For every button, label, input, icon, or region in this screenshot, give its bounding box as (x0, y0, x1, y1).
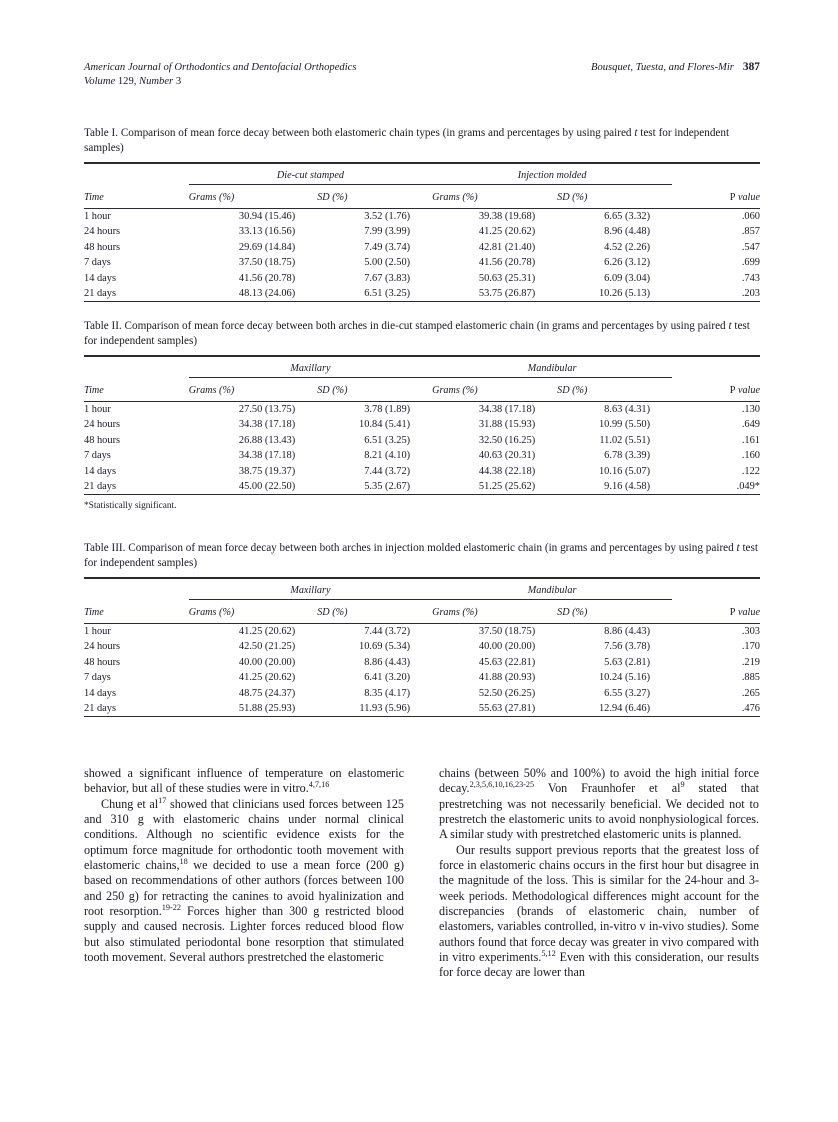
cell-grams-1: 42.50 (21.25) (238, 641, 296, 653)
cell-grams-1: 29.69 (14.84) (238, 241, 296, 253)
table-3-group-2: Mandibular (432, 579, 672, 600)
right-para2-c: Even with this consideration, our results for force decay are lower than (439, 950, 760, 980)
cell-sd-1: 11.93 (5.96) (359, 702, 411, 714)
table-row (84, 670, 760, 685)
cell-pvalue: .265 (741, 687, 760, 699)
table-2-col-sd-2: SD (%) (557, 384, 588, 396)
table-2-group-header-row (84, 357, 760, 378)
cell-sd-1: 8.21 (4.10) (364, 450, 411, 462)
table-3-col-sd-2: SD (%) (557, 606, 588, 618)
cell-grams-2: 31.88 (15.93) (478, 419, 536, 431)
table-2-caption-part1: Comparison of mean force decay between both arches in die-cut stamped elastomeric chain (in grams and percentages by using paired (124, 320, 729, 332)
table-1-col-grams-1: Grams (%) (188, 191, 235, 203)
page-number: 387 (742, 61, 760, 73)
volume-number: 129, (117, 76, 137, 88)
table-3-block (84, 541, 760, 717)
cell-grams-1: 41.25 (20.62) (238, 672, 296, 684)
cell-sd-2: 8.86 (4.43) (604, 626, 651, 637)
cell-time: 14 days (84, 272, 117, 284)
cell-time: 1 hour (84, 211, 111, 222)
table-2-caption-italic: t (728, 320, 732, 332)
table-2-group-2: Mandibular (432, 357, 672, 378)
right-para2-citation-b: 5,12 (541, 949, 556, 959)
table-1-group-1: Die-cut stamped (189, 164, 432, 185)
body-column-left (84, 766, 404, 981)
cell-pvalue: .649 (741, 419, 760, 431)
table-2 (84, 355, 760, 495)
table-2-col-time: Time (84, 384, 104, 396)
table-row (84, 417, 760, 432)
cell-sd-2: 6.65 (3.32) (604, 211, 651, 222)
cell-grams-1: 48.13 (24.06) (238, 287, 296, 299)
table-row (84, 402, 760, 417)
table-3 (84, 577, 760, 717)
cell-time: 21 days (84, 702, 117, 714)
table-1-group-header-row (84, 164, 760, 185)
cell-pvalue: .547 (741, 241, 760, 253)
cell-grams-1: 33.13 (16.56) (238, 226, 296, 238)
table-1-p-roman: P (729, 191, 736, 203)
cell-grams-2: 50.63 (25.31) (478, 272, 536, 284)
cell-time: 14 days (84, 687, 117, 699)
cell-sd-2: 6.09 (3.04) (604, 272, 651, 284)
cell-time: 7 days (84, 450, 111, 462)
table-row (84, 701, 760, 717)
running-head-authors-group (591, 60, 760, 75)
cell-time: 7 days (84, 672, 111, 684)
cell-pvalue: .885 (741, 672, 760, 684)
cell-grams-1: 51.88 (25.93) (238, 702, 296, 714)
issue-number: 3 (175, 76, 182, 88)
table-1-block (84, 126, 760, 302)
cell-sd-2: 5.63 (2.81) (604, 656, 651, 668)
cell-sd-1: 8.86 (4.43) (364, 656, 411, 668)
left-para1-text: showed a significant influence of temperature on elastomeric behavior, but all of these studies were in vitro. (84, 766, 404, 796)
table-2-caption-part2: test for independent samples) (84, 320, 750, 348)
running-head (84, 60, 760, 89)
cell-sd-1: 10.69 (5.34) (359, 641, 411, 653)
cell-grams-1: 34.38 (17.18) (238, 450, 296, 462)
table-3-bottom-rule (84, 717, 760, 718)
left-para2-citation-c: 19-22 (161, 903, 182, 913)
left-paragraph-2 (84, 797, 404, 966)
volume-label: Volume (84, 76, 116, 88)
table-2-block (84, 319, 760, 512)
right-para1-c: stated that prestretching was not necessarily beneficial. We decided not to prestretch the elastomeric units to avoid nonphysiological forces. A similar study with prestretched elastomeric units is planned. (439, 781, 760, 842)
cell-sd-1: 5.35 (2.67) (364, 480, 411, 492)
table-row (84, 255, 760, 270)
cell-grams-2: 41.56 (20.78) (478, 257, 536, 269)
table-row (84, 433, 760, 448)
table-1-label: Table I. (84, 127, 119, 139)
cell-grams-1: 38.75 (19.37) (238, 465, 296, 477)
table-1-caption-italic: t (634, 127, 638, 139)
cell-sd-2: 11.02 (5.51) (599, 434, 651, 446)
cell-time: 21 days (84, 480, 117, 492)
cell-sd-1: 5.00 (2.50) (364, 257, 411, 269)
cell-grams-2: 42.81 (21.40) (478, 241, 536, 253)
table-3-caption (84, 541, 760, 572)
cell-time: 48 hours (84, 241, 121, 253)
table-3-col-sd-1: SD (%) (317, 606, 348, 618)
table-row (84, 655, 760, 670)
table-row (84, 685, 760, 700)
cell-grams-2: 34.38 (17.18) (478, 404, 536, 415)
table-3-group-header-row (84, 579, 760, 600)
table-1-col-grams-2: Grams (%) (432, 191, 478, 203)
cell-pvalue: .476 (741, 702, 760, 714)
table-1-caption (84, 126, 760, 157)
cell-time: 21 days (84, 287, 117, 299)
cell-time: 1 hour (84, 626, 111, 637)
table-1-group-2: Injection molded (432, 164, 672, 185)
left-para2-c: we decided to use a mean force (200 g) based on recommendations of other authors (forces between 100 and 250 g) for retracting the canines to avoid hyalinization and root resorption. (84, 858, 404, 919)
table-1-col-sd-1: SD (%) (317, 191, 348, 203)
table-2-subhead-row (84, 377, 760, 401)
cell-grams-2: 40.00 (20.00) (478, 641, 536, 653)
table-row (84, 224, 760, 239)
table-3-subhead-row (84, 599, 760, 623)
table-1-caption-part1: Comparison of mean force decay between both elastomeric chain types (in grams and percentages by using paired (120, 127, 635, 139)
left-para2-b: showed that clinicians used forces between 125 and 310 g with elastomeric chains under normal clinical conditions. Although no scientific evidence exists for the optimum force magnitude for orthodontic tooth movement with elastomeric chains, (84, 796, 404, 873)
body-text-columns (84, 766, 760, 981)
table-1-bottom-rule (84, 302, 760, 303)
cell-sd-2: 10.24 (5.16) (598, 672, 651, 684)
cell-grams-2: 37.50 (18.75) (478, 626, 536, 637)
left-para1-citation: 4,7,16 (308, 780, 330, 790)
cell-pvalue: .160 (741, 450, 760, 462)
cell-pvalue: .170 (741, 641, 760, 653)
table-3-col-grams-2: Grams (%) (432, 606, 478, 618)
left-para2-citation-b: 18 (179, 857, 188, 867)
table-2-group-1: Maxillary (189, 357, 432, 378)
cell-grams-1: 41.56 (20.78) (238, 272, 296, 284)
cell-grams-1: 30.94 (15.46) (238, 211, 296, 222)
cell-sd-1: 10.84 (5.41) (359, 419, 411, 431)
table-3-col-pvalue (672, 599, 760, 623)
cell-pvalue: .130 (741, 404, 760, 415)
cell-grams-2: 45.63 (22.81) (478, 656, 536, 668)
cell-grams-2: 52.50 (26.25) (478, 687, 536, 699)
left-para2-citation-a: 17 (158, 795, 167, 805)
table-1-caption-part2: test for independent samples) (84, 127, 730, 155)
cell-grams-2: 51.25 (25.62) (478, 480, 536, 492)
cell-grams-2: 55.63 (27.81) (478, 702, 536, 714)
table-1-subhead-row (84, 184, 760, 208)
table-3-p-roman: P (729, 606, 736, 618)
cell-grams-2: 44.38 (22.18) (478, 465, 536, 477)
cell-sd-1: 7.44 (3.72) (364, 626, 411, 637)
cell-time: 1 hour (84, 404, 111, 415)
cell-pvalue: .699 (741, 257, 760, 269)
table-3-col-grams-1: Grams (%) (188, 606, 235, 618)
table-1-col-time: Time (84, 191, 104, 203)
left-para2-a: Chung et al (101, 796, 159, 811)
table-3-p-italic: value (737, 606, 760, 618)
right-paragraph-2 (439, 843, 759, 981)
cell-pvalue: .303 (741, 626, 760, 637)
table-row (84, 270, 760, 285)
table-1-col-sd-2: SD (%) (557, 191, 588, 203)
body-column-right (439, 766, 759, 981)
cell-sd-2: 10.16 (5.07) (598, 465, 651, 477)
cell-grams-2: 32.50 (16.25) (478, 434, 536, 446)
volume-issue-line (84, 75, 760, 89)
cell-grams-2: 39.38 (19.68) (478, 211, 536, 222)
cell-grams-2: 40.63 (20.31) (478, 450, 536, 462)
issue-label: Number (139, 76, 174, 88)
table-3-group-1: Maxillary (189, 579, 432, 600)
cell-pvalue: .122 (741, 465, 760, 477)
cell-sd-1: 3.78 (1.89) (364, 404, 411, 415)
cell-pvalue: .219 (741, 656, 760, 668)
cell-sd-1: 6.51 (3.25) (364, 434, 411, 446)
table-2-col-pvalue (672, 377, 760, 401)
cell-grams-1: 45.00 (22.50) (238, 480, 296, 492)
cell-time: 14 days (84, 465, 117, 477)
table-2-col-grams-2: Grams (%) (432, 384, 478, 396)
table-2-col-sd-1: SD (%) (317, 384, 348, 396)
table-3-col-time: Time (84, 606, 104, 618)
cell-sd-2: 9.16 (4.58) (604, 480, 651, 492)
cell-grams-1: 37.50 (18.75) (238, 257, 296, 269)
table-row (84, 479, 760, 495)
cell-grams-1: 27.50 (13.75) (238, 404, 296, 415)
cell-sd-1: 3.52 (1.76) (364, 211, 411, 222)
cell-sd-1: 7.99 (3.99) (364, 226, 411, 238)
cell-sd-2: 10.26 (5.13) (598, 287, 651, 299)
table-row (84, 463, 760, 478)
cell-time: 24 hours (84, 419, 121, 431)
cell-grams-1: 34.38 (17.18) (238, 419, 296, 431)
right-para2-a: Our results support previous reports that the greatest loss of force in elastomeric chains occurs in the first hour but disagree in the magnitude of the loss. This is similar for the 24-hour and 3-week periods. Methodological differences might account for the discrepancies (brands of elastomeric chain, number of elastomers, variables controlled, in-vitro v in-vivo studies (439, 842, 759, 934)
table-1-col-pvalue (672, 184, 760, 208)
cell-sd-2: 6.78 (3.39) (604, 450, 651, 462)
cell-sd-2: 6.55 (3.27) (604, 687, 651, 699)
cell-time: 48 hours (84, 434, 121, 446)
right-para1-citation-b: 9 (680, 780, 685, 790)
cell-sd-1: 8.35 (4.17) (364, 687, 411, 699)
right-para1-b: Von Fraunhofer et al (534, 781, 681, 796)
table-2-col-grams-1: Grams (%) (188, 384, 235, 396)
cell-pvalue: .203 (741, 287, 760, 299)
cell-sd-1: 7.44 (3.72) (364, 465, 411, 477)
table-2-footnote: *Statistically significant. (84, 501, 177, 512)
cell-grams-1: 26.88 (13.43) (238, 434, 296, 446)
cell-sd-2: 12.94 (6.46) (598, 702, 651, 714)
cell-sd-2: 4.52 (2.26) (604, 241, 651, 253)
cell-time: 24 hours (84, 226, 121, 238)
table-2-p-roman: P (729, 384, 736, 396)
table-2-p-italic: value (737, 384, 760, 396)
table-row (84, 624, 760, 639)
table-row (84, 448, 760, 463)
table-1-p-italic: value (737, 191, 760, 203)
cell-sd-2: 6.26 (3.12) (604, 257, 651, 269)
table-row (84, 209, 760, 224)
cell-sd-1: 7.67 (3.83) (364, 272, 411, 284)
cell-time: 48 hours (84, 656, 121, 668)
table-3-caption-part2: test for independent samples) (84, 542, 758, 570)
table-2-caption (84, 319, 760, 350)
cell-grams-2: 41.25 (20.62) (478, 226, 536, 238)
right-para1-a: chains (between 50% and 100%) to avoid the high initial force decay. (439, 766, 759, 796)
cell-sd-1: 7.49 (3.74) (364, 241, 411, 253)
article-authors: Bousquet, Tuesta, and Flores-Mir (590, 62, 734, 73)
cell-sd-2: 7.56 (3.78) (604, 641, 651, 653)
table-row (84, 639, 760, 654)
cell-grams-1: 40.00 (20.00) (238, 656, 296, 668)
right-para2-b: . Some authors found that force decay was greater in vivo compared with in vitro experiments. (439, 919, 759, 965)
cell-time: 24 hours (84, 641, 121, 653)
cell-grams-1: 41.25 (20.62) (238, 626, 296, 637)
cell-sd-1: 6.51 (3.25) (364, 287, 411, 299)
cell-pvalue: .743 (741, 272, 760, 284)
table-3-caption-italic: t (736, 542, 740, 554)
cell-pvalue: .049* (736, 480, 760, 492)
table-row (84, 240, 760, 255)
table-1 (84, 162, 760, 302)
table-3-caption-part1: Comparison of mean force decay between both arches in injection molded elastomeric chain (in grams and percentages by using paired (128, 542, 737, 554)
table-2-label: Table II. (84, 320, 122, 332)
cell-sd-1: 6.41 (3.20) (364, 672, 411, 684)
cell-time: 7 days (84, 257, 111, 269)
cell-grams-1: 48.75 (24.37) (238, 687, 296, 699)
right-paragraph-1 (439, 766, 759, 843)
journal-title: American Journal of Orthodontics and Dentofacial Orthopedics (84, 62, 357, 73)
left-paragraph-1 (84, 766, 404, 797)
cell-sd-2: 8.96 (4.48) (604, 226, 651, 238)
cell-sd-2: 8.63 (4.31) (604, 404, 651, 415)
table-row (84, 286, 760, 302)
left-para2-d: Forces higher than 300 g restricted blood supply and caused necrosis. Lighter forces reduced blood flow but also stimulated periodontal bone resorption that stimulated tooth movement. Several authors prestretched the elastomeric (84, 904, 404, 965)
cell-sd-2: 10.99 (5.50) (598, 419, 651, 431)
cell-grams-2: 53.75 (26.87) (478, 287, 536, 299)
table-3-label: Table III. (84, 542, 126, 554)
cell-pvalue: .060 (741, 211, 760, 222)
cell-pvalue: .161 (741, 434, 760, 446)
right-para2-italic: ) (720, 919, 726, 934)
cell-grams-2: 41.88 (20.93) (478, 672, 536, 684)
right-para1-citation-a: 2,3,5,6,10,16,23-25 (469, 780, 535, 790)
cell-pvalue: .857 (741, 226, 760, 238)
